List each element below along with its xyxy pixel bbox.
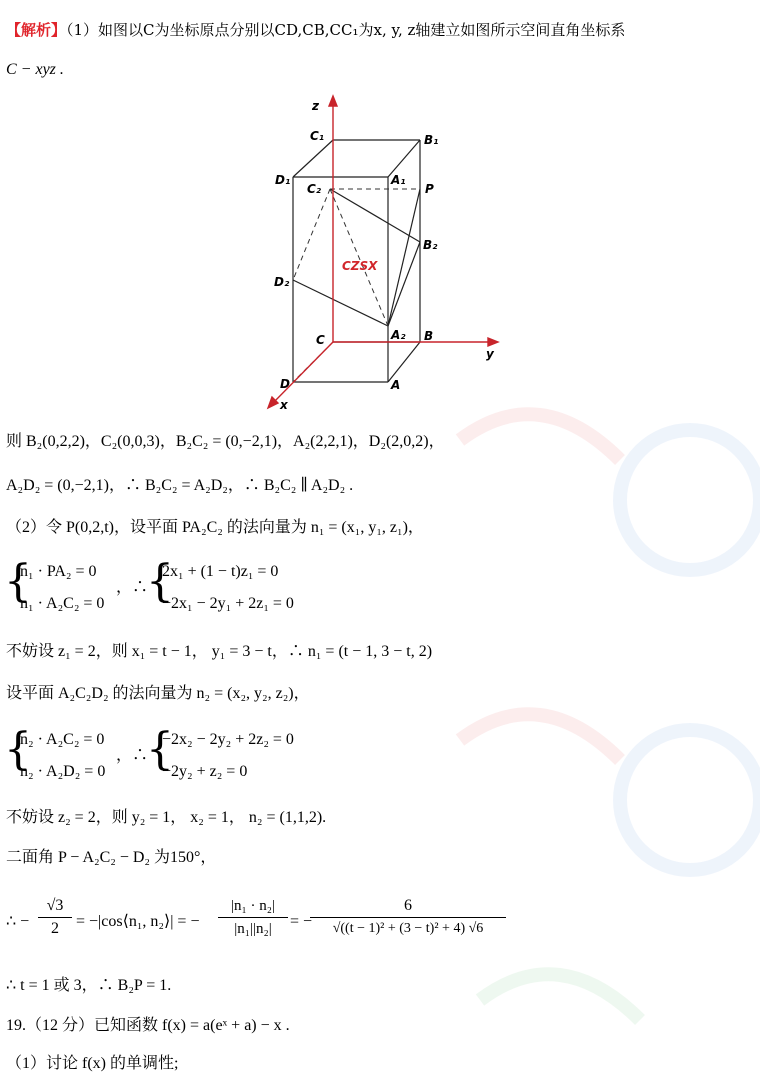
label-C: C <box>316 333 325 347</box>
plane2-intro: 设平面 A₂C₂D₂ 的法向量为 n₂ = (x₂, y₂, z₂)， <box>6 685 310 702</box>
coords-line-2: A₂D₂ = (0,−2,1)，∴ B₂C₂ = A₂D₂，∴ B₂C₂ ∥ A₂D₂ . <box>6 477 354 494</box>
label-A2: A₂ <box>391 328 406 342</box>
geometry-figure <box>260 92 510 412</box>
solution-line-2: C − xyz . <box>6 61 64 78</box>
background-watermark <box>420 380 760 1080</box>
sys2-eq-a: n₂ · A₂C₂ = 0 <box>20 731 105 748</box>
cos-eq-mid1: = −|cos⟨n₁, n₂⟩| = − <box>76 913 200 930</box>
sys2-sep: ，∴ <box>116 747 149 764</box>
cos-eq-prefix: ∴ − <box>6 913 30 930</box>
sys1-sep: ，∴ <box>116 579 149 596</box>
result-line: ∴ t = 1 或 3，∴ B₂P = 1. <box>6 977 172 994</box>
question-19-part1: （1）讨论 f(x) 的单调性; <box>6 1055 179 1072</box>
cos-eq-mid2: = − <box>290 913 313 930</box>
label-P: P <box>425 182 434 196</box>
dihedral-line: 二面角 P − A₂C₂ − D₂ 为150°， <box>6 849 217 866</box>
brace-left-2: { <box>4 724 32 775</box>
label-C1: C₁ <box>310 129 325 143</box>
label-D2: D₂ <box>274 275 290 289</box>
label-B2: B₂ <box>423 238 438 252</box>
sys2-eq-d: −2y₂ + z₂ = 0 <box>162 763 248 780</box>
analysis-tag: 【解析】 <box>6 21 67 39</box>
frac-6-over-root <box>310 895 506 940</box>
axis-label-x: x <box>280 398 288 412</box>
sys1-eq-d: −2x₁ − 2y₁ + 2z₁ = 0 <box>162 595 294 612</box>
frac3-den: √((t − 1)² + (3 − t)² + 4) √6 <box>332 921 484 936</box>
sys1-eq-a: n₁ · PA₂ = 0 <box>20 563 97 580</box>
axis-label-y: y <box>486 347 494 361</box>
sys2-eq-b: n₂ · A₂D₂ = 0 <box>20 763 106 780</box>
frac-sqrt3-over-2 <box>38 895 72 940</box>
intro-text: （1）如图以C为坐标原点分别以CD,CB,CC₁为x, y, z轴建立如图所示空间直角坐标系 <box>66 21 626 39</box>
label-A: A <box>391 378 401 392</box>
normal-1-line: 不妨设 z₁ = 2，则 x₁ = t − 1， y₁ = 3 − t，∴ n₁ = (t − 1, 3 − t, 2) <box>6 643 433 660</box>
normal-2-line: 不妨设 z₂ = 2，则 y₂ = 1， x₂ = 1， n₂ = (1,1,2). <box>6 809 327 826</box>
figure-watermark: CZSX <box>342 259 378 273</box>
label-A1: A₁ <box>391 173 406 187</box>
sys1-eq-b: n₁ · A₂C₂ = 0 <box>20 595 105 612</box>
coords-line-1: 则 B₂(0,2,2)，C₂(0,0,3)，B₂C₂ = (0,−2,1)，A₂(2,2,1)，D₂(2,0,2)， <box>6 433 445 450</box>
question-19: 19.（12 分）已知函数 f(x) = a(eˣ + a) − x . <box>6 1017 290 1034</box>
sys1-eq-c: 2x₁ + (1 − t)z₁ = 0 <box>162 563 279 580</box>
label-B: B <box>424 329 434 343</box>
frac3-num: 6 <box>310 895 506 918</box>
frac1-num: √3 <box>38 895 72 918</box>
sys2-eq-c: −2x₂ − 2y₂ + 2z₂ = 0 <box>162 731 294 748</box>
brace-right-2: { <box>146 724 174 775</box>
frac1-den: 2 <box>51 920 59 937</box>
axis-label-z: z <box>312 99 319 113</box>
label-D: D <box>280 377 290 391</box>
frac-dot-over-norms <box>218 895 288 940</box>
label-B1: B₁ <box>424 133 439 147</box>
brace-right-1: { <box>146 556 174 607</box>
frac2-den: |n₁||n₂| <box>234 921 272 937</box>
label-D1: D₁ <box>275 173 291 187</box>
solution-line-1 <box>6 20 625 40</box>
frac2-num: |n₁ · n₂| <box>218 895 288 918</box>
part2-intro: （2）令 P(0,2,t)，设平面 PA₂C₂ 的法向量为 n₁ = (x₁, y₁, z₁)， <box>6 519 424 536</box>
label-C2: C₂ <box>307 182 322 196</box>
brace-left-1: { <box>4 556 32 607</box>
